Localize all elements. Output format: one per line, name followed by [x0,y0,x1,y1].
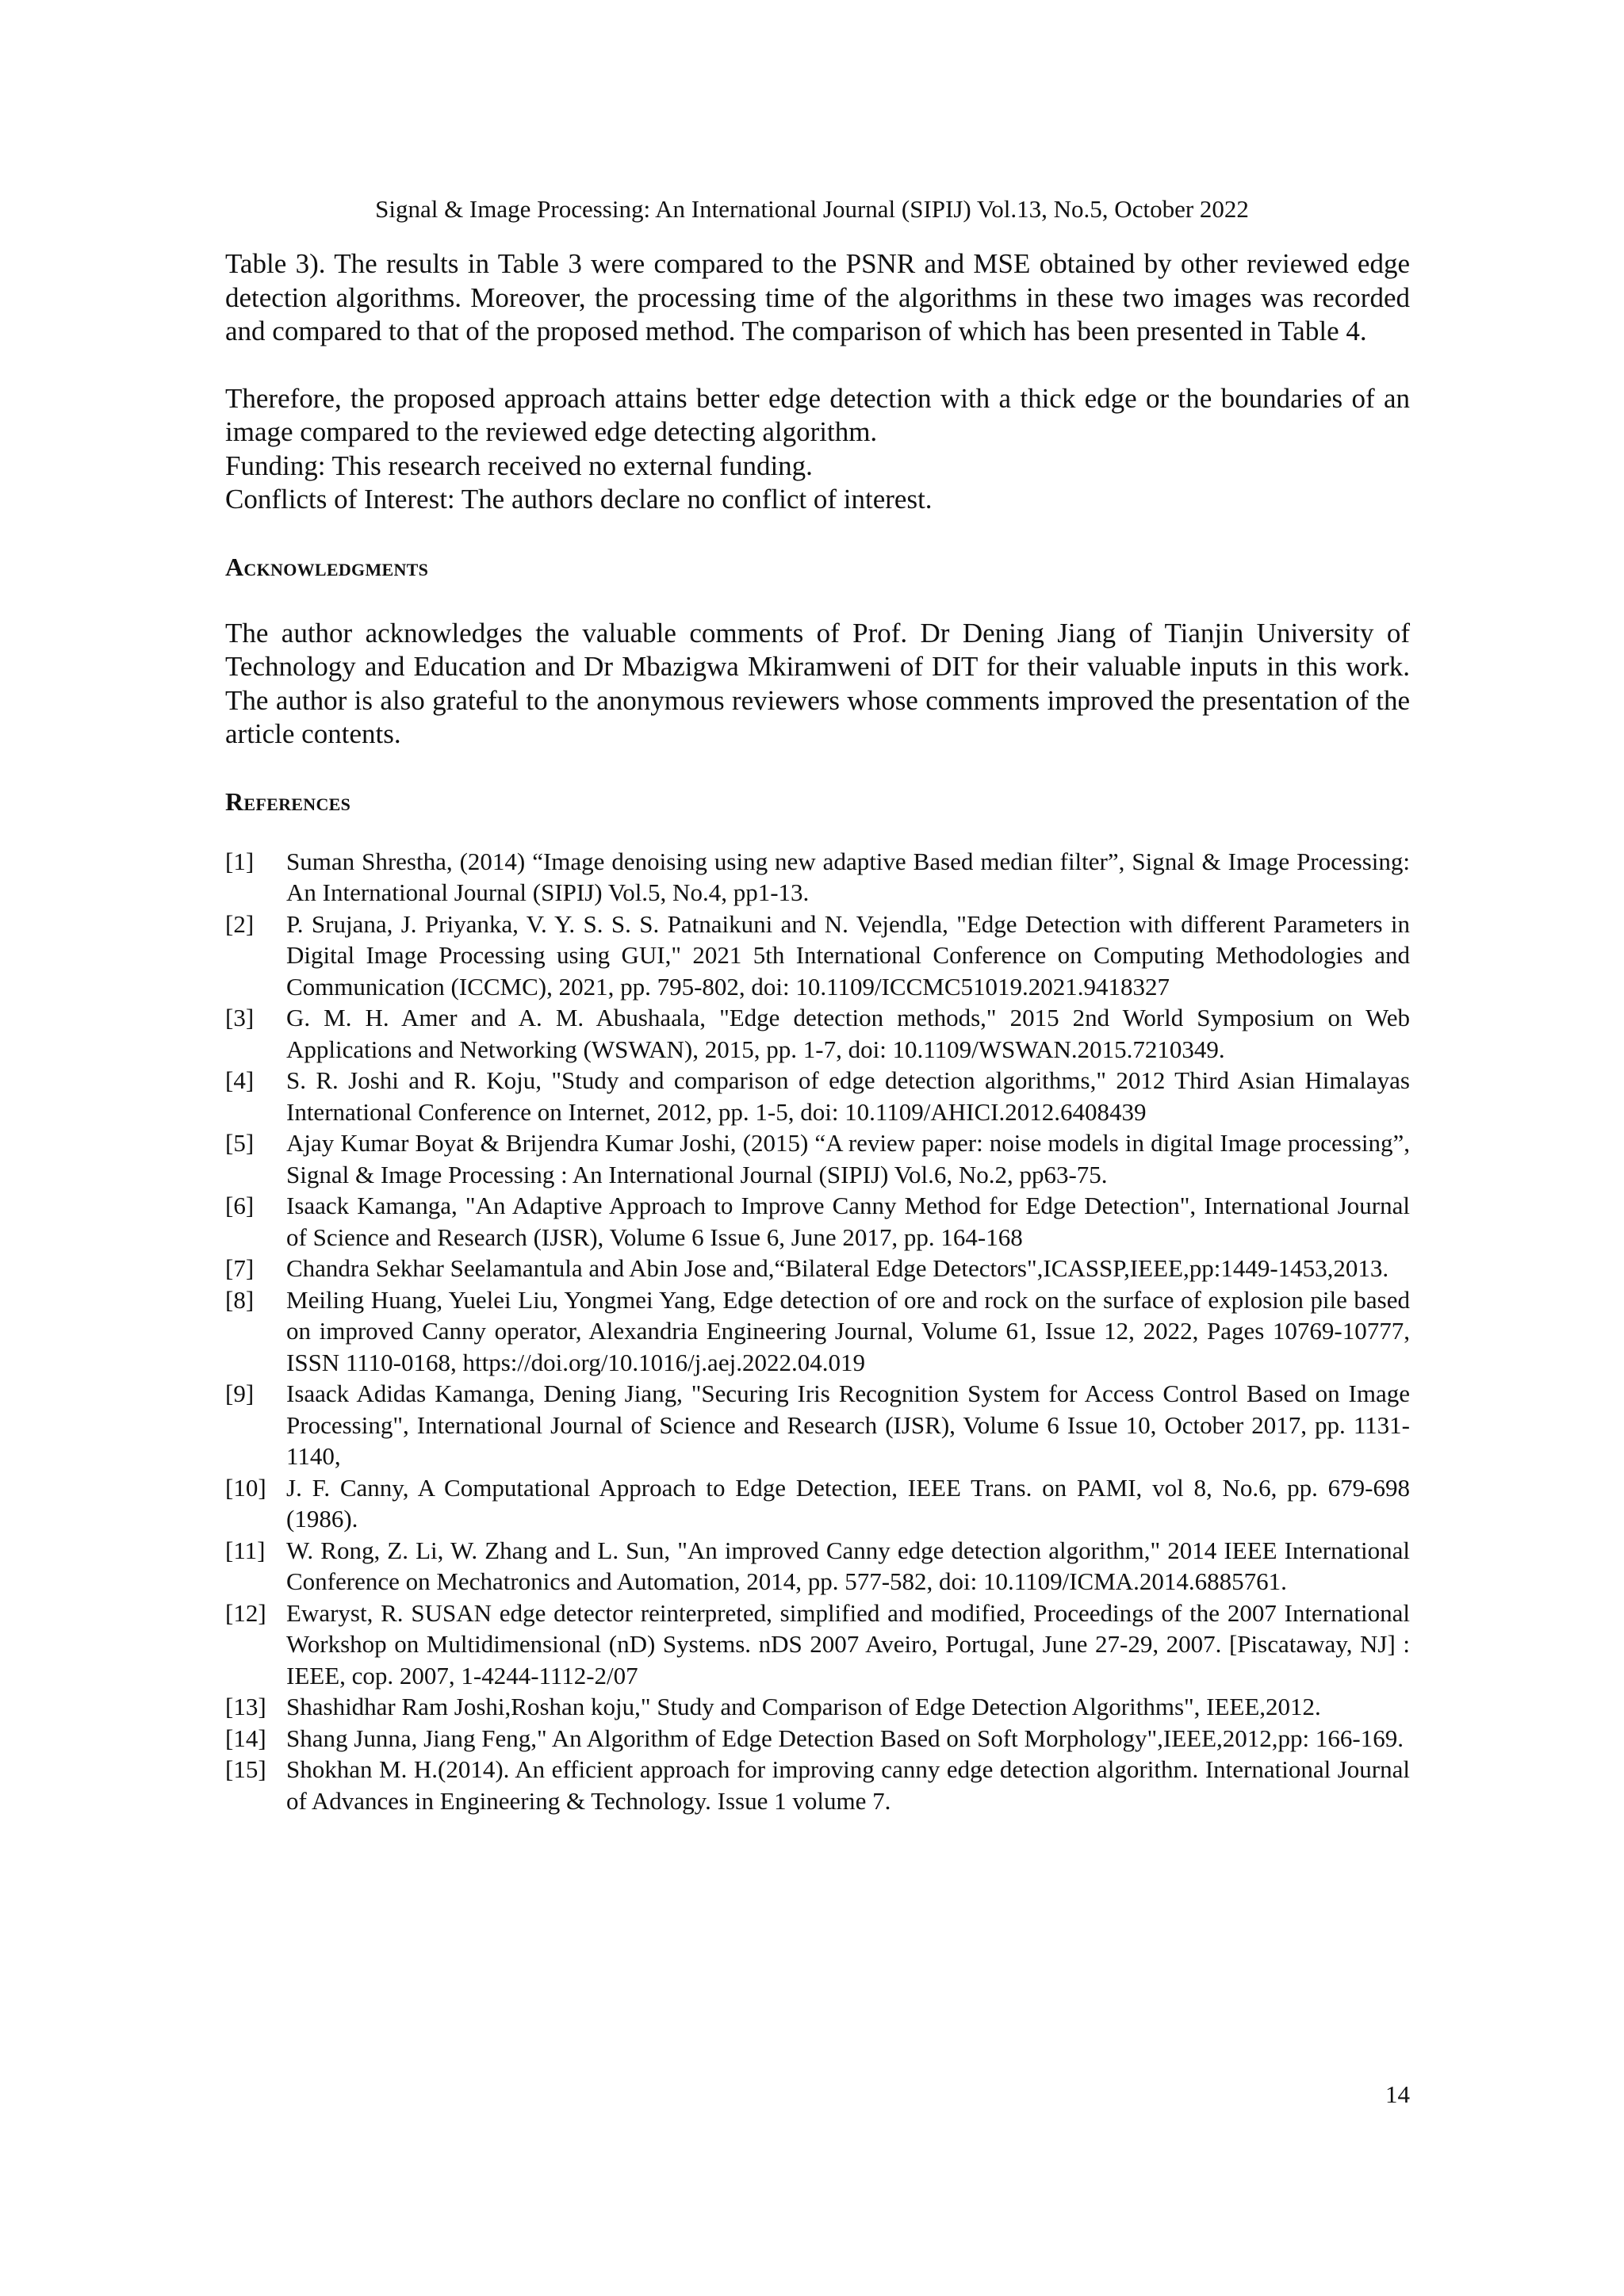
acknowledgments-heading-text: Acknowledgments [225,552,429,581]
reference-text: G. M. H. Amer and A. M. Abushaala, "Edge detection methods," 2015 2nd World Symposium on Web Applications and Networking (WSWAN), 2015, pp. 1-7, doi: 10.1109/WSWAN.2015.7210349. [286,1004,1410,1063]
reference-number: [5] [225,1129,255,1157]
reference-number: [2] [225,909,255,938]
reference-text: S. R. Joshi and R. Koju, "Study and comparison of edge detection algorithms," 2012 Third Asian Himalayas International Conference on Internet, 2012, pp. 1-5, doi: 10.1109/AHICI.2012.6408439 [286,1066,1410,1126]
reference-text: Suman Shrestha, (2014) “Image denoising using new adaptive Based median filter”, Signal & Image Processing: An International Journal (SIPIJ) Vol.5, No.4, pp1-13. [286,847,1410,906]
reference-number: [6] [225,1192,255,1219]
reference-text: Isaack Kamanga, "An Adaptive Approach to Improve Canny Method for Edge Detection", International Journal of Science and Research (IJSR), Volume 6 Issue 6, June 2017, pp. 164-168 [286,1192,1410,1251]
reference-number: [8] [225,1285,255,1314]
conflicts-statement: Conflicts of Interest: The authors declare no conflict of interest. [225,484,933,515]
reference-item [225,1065,1410,1127]
acknowledgments-heading [225,550,1410,584]
reference-item [225,1253,1410,1284]
body-paragraph-2: Therefore, the proposed approach attains better edge detection with a thick edge or the boundaries of an image compared to the reviewed edge detecting algorithm. [225,382,1410,447]
reference-number: [7] [225,1254,255,1282]
funding-statement: Funding: This research received no external funding. [225,450,813,481]
reference-item [225,1535,1410,1598]
reference-item [225,1472,1410,1535]
reference-item [225,1598,1410,1692]
reference-item [225,1723,1410,1755]
reference-number: [9] [225,1380,255,1407]
reference-number: [11] [225,1536,266,1564]
reference-number: [14] [225,1724,266,1752]
reference-text: W. Rong, Z. Li, W. Zhang and L. Sun, "An improved Canny edge detection algorithm," 2014 IEEE International Conference on Mechatronics and Automation, 2014, pp. 577-582, doi: 10.1109/ICMA.2014.6885761. [286,1536,1410,1595]
paragraph-spacer [225,752,1410,785]
page-content [225,247,1410,1816]
reference-item [225,1284,1410,1379]
reference-number: [3] [225,1004,255,1031]
reference-item [225,1754,1410,1816]
page-number: 14 [1385,2080,1410,2108]
reference-number: [15] [225,1755,266,1783]
reference-text: Chandra Sekhar Seelamantula and Abin Jose and,“Bilateral Edge Detectors",ICASSP,IEEE,pp:1449-1453,2013. [286,1254,1389,1282]
reference-text: Shang Junna, Jiang Feng," An Algorithm of Edge Detection Based on Soft Morphology",IEEE,2012,pp: 166-169. [286,1724,1404,1752]
reference-text: P. Srujana, J. Priyanka, V. Y. S. S. S. Patnaikuni and N. Vejendla, "Edge Detection with different Parameters in Digital Image Processing using GUI," 2021 5th International Conference on Computing Methodologies and Communication (ICCMC), 2021, pp. 795-802, doi: 10.1109/ICCMC51019.2021.9418327 [286,909,1410,1001]
acknowledgments-text: The author acknowledges the valuable comments of Prof. Dr Dening Jiang of Tianjin University of Technology and Education and Dr Mbazigwa Mkiramweni of DIT for their valuable inputs in this work. The author is also grateful to the anonymous reviewers whose comments improved the presentation of the article contents. [225,617,1410,749]
reference-item [225,1378,1410,1472]
reference-text: Ajay Kumar Boyat & Brijendra Kumar Joshi, (2015) “A review paper: noise models in digital Image processing”, Signal & Image Processing : An International Journal (SIPIJ) Vol.6, No.2, pp63-75. [286,1129,1410,1188]
reference-item [225,1691,1410,1723]
reference-item [225,846,1410,909]
reference-number: [10] [225,1473,266,1502]
reference-text: Shashidhar Ram Joshi,Roshan koju," Study and Comparison of Edge Detection Algorithms", IEEE,2012. [286,1693,1321,1720]
reference-number: [4] [225,1066,255,1094]
reference-number: [12] [225,1598,266,1627]
reference-text: Meiling Huang, Yuelei Liu, Yongmei Yang, Edge detection of ore and rock on the surface of explosion pile based on improved Canny operator, Alexandria Engineering Journal, Volume 61, Issue 12, 2022, Pages 10769-10777, ISSN 1110-0168, https://doi.org/10.1016/j.aej.2022.04.019 [286,1285,1410,1376]
reference-item [225,1190,1410,1253]
reference-item [225,1127,1410,1190]
reference-item [225,909,1410,1003]
references-heading-text: References [225,786,351,816]
reference-text: Shokhan M. H.(2014). An efficient approach for improving canny edge detection algorithm. International Journal of Advances in Engineering & Technology. Issue 1 volume 7. [286,1755,1410,1815]
reference-list [225,846,1410,1817]
paragraph-spacer [225,517,1410,550]
reference-number: [1] [225,847,255,875]
body-paragraph-1: Table 3). The results in Table 3 were compared to the PSNR and MSE obtained by other reviewed edge detection algorithms. Moreover, the processing time of the algorithms in these two images was recorded and compared to that of the proposed method. The comparison of which has been presented in Table 4. [225,248,1410,346]
references-heading [225,785,1410,818]
reference-text: Isaack Adidas Kamanga, Dening Jiang, "Securing Iris Recognition System for Access Control Based on Image Processing", International Journal of Science and Research (IJSR), Volume 6 Issue 10, October 2017, pp. 1131-1140, [286,1380,1410,1470]
paragraph-spacer [225,349,1410,382]
running-header: Signal & Image Processing: An International Journal (SIPIJ) Vol.13, No.5, October 2022 [375,195,1249,223]
paragraph-spacer [225,584,1410,617]
reference-text: Ewaryst, R. SUSAN edge detector reinterpreted, simplified and modified, Proceedings of the 2007 International Workshop on Multidimensional (nD) Systems. nDS 2007 Aveiro, Portugal, June 27-29, 2007. [Piscataway, NJ] : IEEE, cop. 2007, 1-4244-1112-2/07 [286,1598,1410,1689]
reference-number: [13] [225,1693,266,1720]
reference-item [225,1002,1410,1065]
reference-text: J. F. Canny, A Computational Approach to Edge Detection, IEEE Trans. on PAMI, vol 8, No.6, pp. 679-698 (1986). [286,1473,1410,1533]
